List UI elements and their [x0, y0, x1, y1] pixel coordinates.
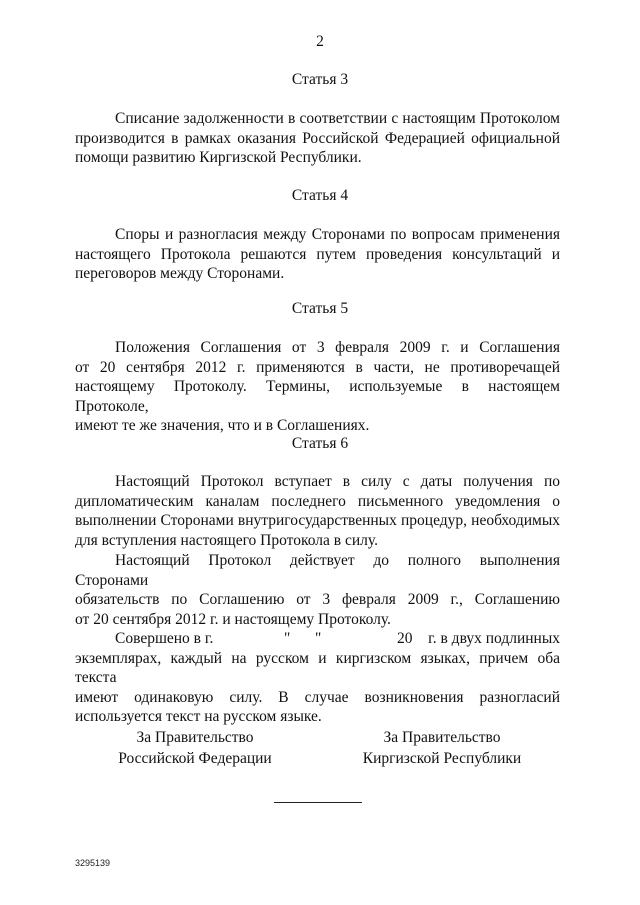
page-number: 2	[316, 33, 324, 50]
closing-place-label: Совершено в г.	[115, 630, 214, 647]
article-4-heading: Статья 4	[291, 187, 349, 204]
article-6-line-1: Настоящий Протокол вступает в силу с даты получения по	[115, 473, 560, 490]
article-6-line-3: выполнении Сторонами внутригосударственных процедур, необходимых	[75, 512, 560, 530]
closing-line-1	[75, 629, 560, 649]
signature-kyrgyzstan-line-2: Киргизской Республики	[362, 750, 522, 767]
article-5-line-1: Положения Соглашения от 3 февраля 2009 г. и Соглашения	[115, 339, 560, 356]
article-3-line-2: производится в рамках оказания Российской Федерацией официальной	[75, 129, 560, 147]
closing-copies-text: г. в двух подлинных	[428, 630, 560, 647]
closing-line-4: используется текст на русском языке.	[75, 708, 322, 726]
closing-line-2: экземплярах, каждый на русском и киргизском языках, причем оба текста	[75, 649, 560, 687]
article-4-line-2: настоящего Протокола решаются путем проведения консультаций и	[75, 245, 560, 263]
article-6-text-1	[75, 472, 560, 550]
article-5-line-2: от 20 сентября 2012 г. применяются в части, не противоречащей	[75, 358, 560, 376]
signature-block-kyrgyzstan	[350, 727, 534, 769]
signature-russia-line-1: За Правительство	[136, 729, 254, 746]
article-4-text	[75, 225, 560, 284]
closing-line-3: имеют одинаковую силу. В случае возникновения разногласий	[75, 688, 560, 706]
article-6-line-7: от 20 сентября 2012 г. и настоящему Протоколу.	[75, 610, 391, 628]
article-4-line-1: Споры и разногласия между Сторонами по вопросам применения	[115, 226, 560, 243]
article-3-line-3: помощи развитию Киргизской Республики.	[75, 149, 362, 167]
article-6-line-6: обязательств по Соглашению от 3 февраля 2009 г., Соглашению	[75, 591, 560, 609]
article-5-heading: Статья 5	[291, 300, 349, 317]
article-3-line-1: Списание задолженности в соответствии с настоящим Протоколом	[115, 110, 560, 127]
signature-russia-line-2: Российской Федерации	[118, 750, 272, 767]
article-5-line-4: имеют те же значения, что и в Соглашениях.	[75, 417, 370, 435]
signature-block-russia	[105, 727, 285, 769]
article-5-line-3: настоящему Протоколу. Термины, используемые в настоящем Протоколе,	[75, 378, 560, 415]
closing-year-prefix: 20	[397, 630, 413, 647]
closing-quote-close: "	[315, 630, 322, 647]
signature-kyrgyzstan-line-1: За Правительство	[383, 729, 501, 746]
article-6-line-5: Настоящий Протокол действует до полного выполнения Сторонами	[75, 552, 560, 589]
article-6-line-4: для вступления настоящего Протокола в силу.	[75, 531, 378, 549]
end-divider	[274, 802, 362, 803]
article-6-heading: Статья 6	[291, 435, 349, 452]
document-code: 3295139	[75, 858, 111, 868]
article-5-text	[75, 338, 560, 436]
article-3-heading: Статья 3	[291, 71, 349, 88]
article-3-text	[75, 109, 560, 168]
closing-text	[75, 629, 560, 727]
article-4-line-3: переговоров между Сторонами.	[75, 265, 285, 283]
article-6-text-2	[75, 551, 560, 629]
article-6-line-2: дипломатическим каналам последнего письменного уведомления о	[75, 492, 560, 510]
closing-quote-open: "	[284, 630, 291, 647]
